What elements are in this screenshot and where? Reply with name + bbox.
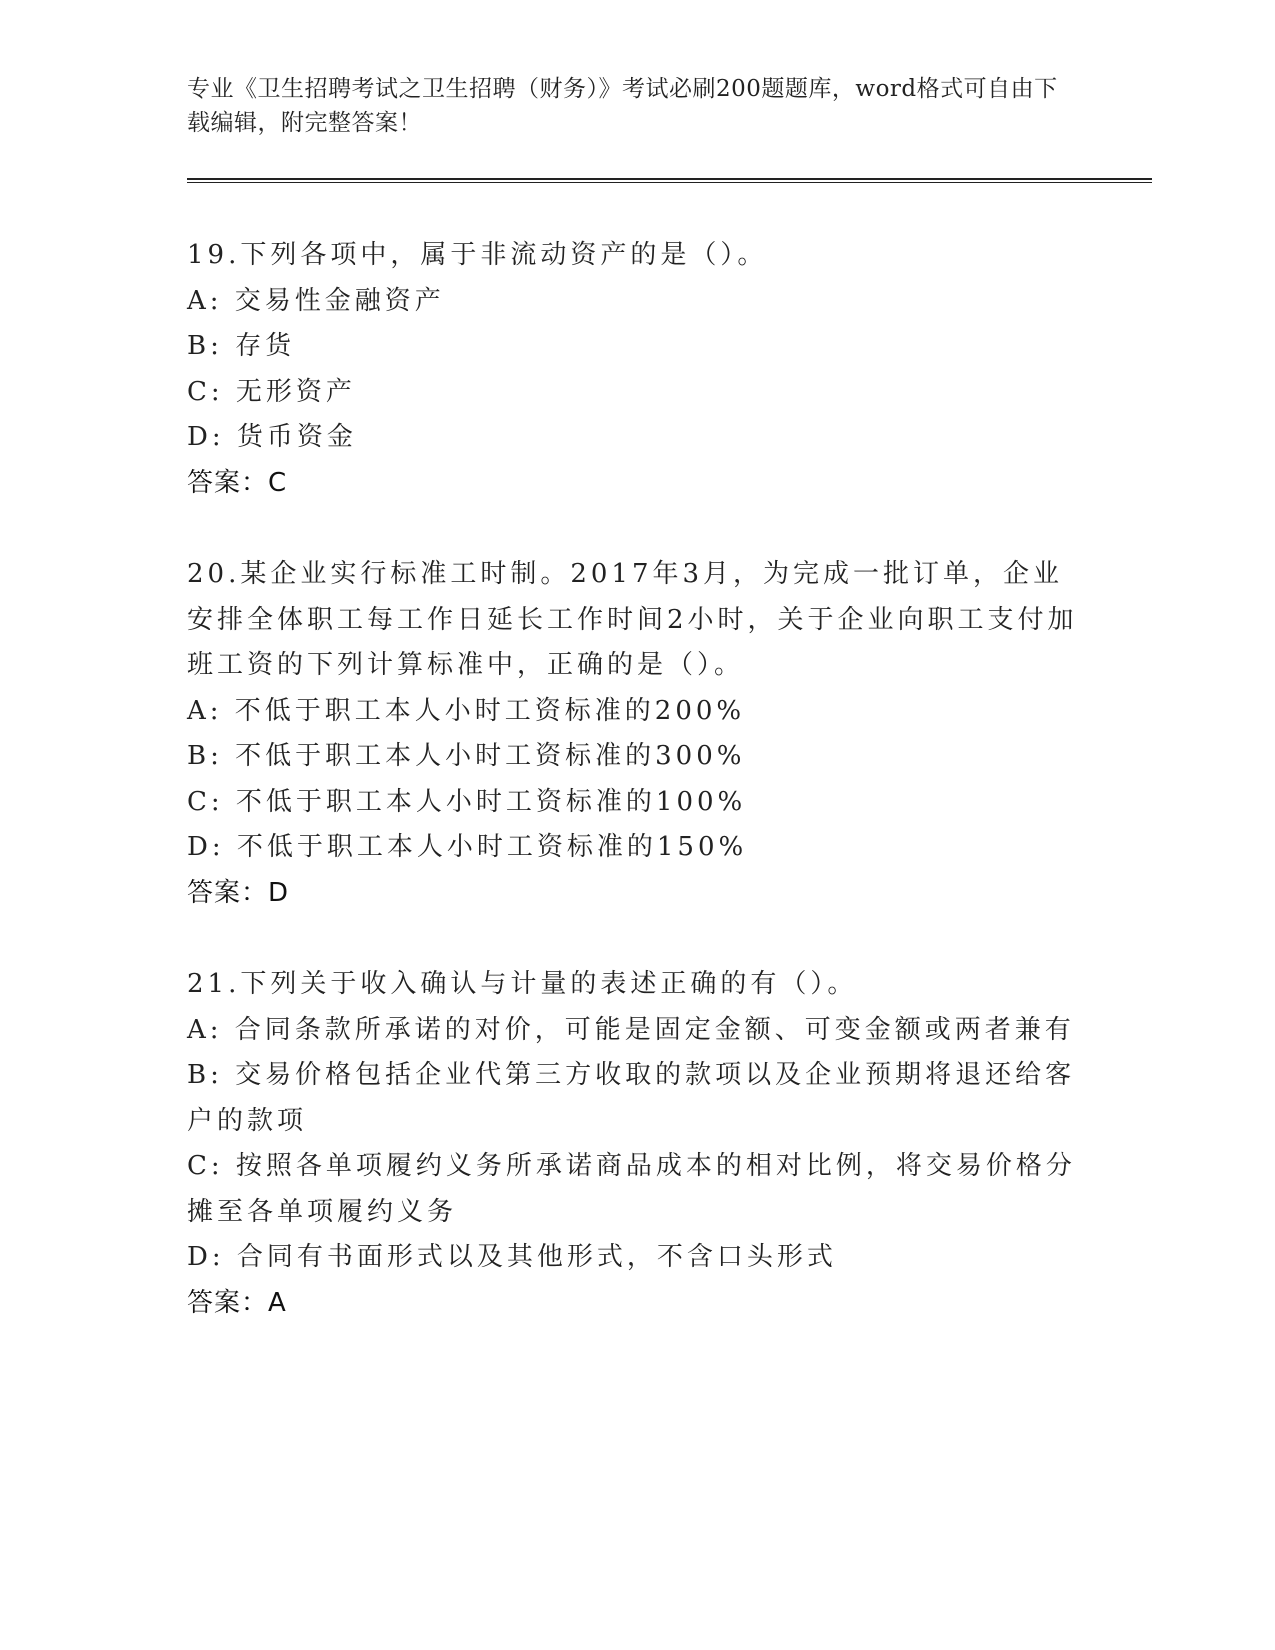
option-d: D: 不低于职工本人小时工资标准的150% (187, 832, 748, 862)
option-a: A: 合同条款所承诺的对价，可能是固定金额、可变金额或两者兼有 (187, 1014, 1075, 1045)
question-stem: 19.下列各项中，属于非流动资产的是（）。 (187, 240, 768, 270)
option-a: A: 不低于职工本人小时工资标准的200% (187, 695, 746, 726)
option-d: D: 货币资金 (187, 422, 357, 452)
answer-label: 答案：C (187, 467, 288, 498)
option-c: C: 按照各单项履约义务所承诺商品成本的相对比例，将交易价格分摊至各单项履约义务 (187, 1151, 1076, 1227)
question-19 (187, 233, 1087, 506)
option-b: B: 不低于职工本人小时工资标准的300% (187, 741, 746, 771)
option-d: D: 合同有书面形式以及其他形式，不含口头形式 (187, 1242, 837, 1272)
header-divider-thin (187, 182, 1152, 183)
question-stem: 20.某企业实行标准工时制。2017年3月，为完成一批订单，企业安排全体职工每工作日延长工作时间2小时，关于企业向职工支付加班工资的下列计算标准中，正确的是（）。 (187, 559, 1078, 680)
option-c: C: 不低于职工本人小时工资标准的100% (187, 786, 747, 817)
header-divider-thick (187, 178, 1152, 180)
answer-label: 答案：A (187, 1287, 287, 1318)
question-20 (187, 552, 1087, 916)
option-a: A: 交易性金融资产 (187, 285, 445, 316)
option-b: B: 交易价格包括企业代第三方收取的款项以及企业预期将退还给客户的款项 (187, 1060, 1076, 1136)
question-list (187, 233, 1087, 1326)
answer-label: 答案：D (187, 877, 290, 908)
header-intro: 专业《卫生招聘考试之卫生招聘（财务）》考试必刷200题题库，word格式可自由下载编辑，附完整答案！ (187, 76, 1058, 136)
question-21 (187, 962, 1087, 1326)
option-c: C: 无形资产 (187, 376, 356, 407)
option-b: B: 存货 (187, 331, 296, 361)
question-stem: 21.下列关于收入确认与计量的表述正确的有（）。 (187, 969, 858, 999)
